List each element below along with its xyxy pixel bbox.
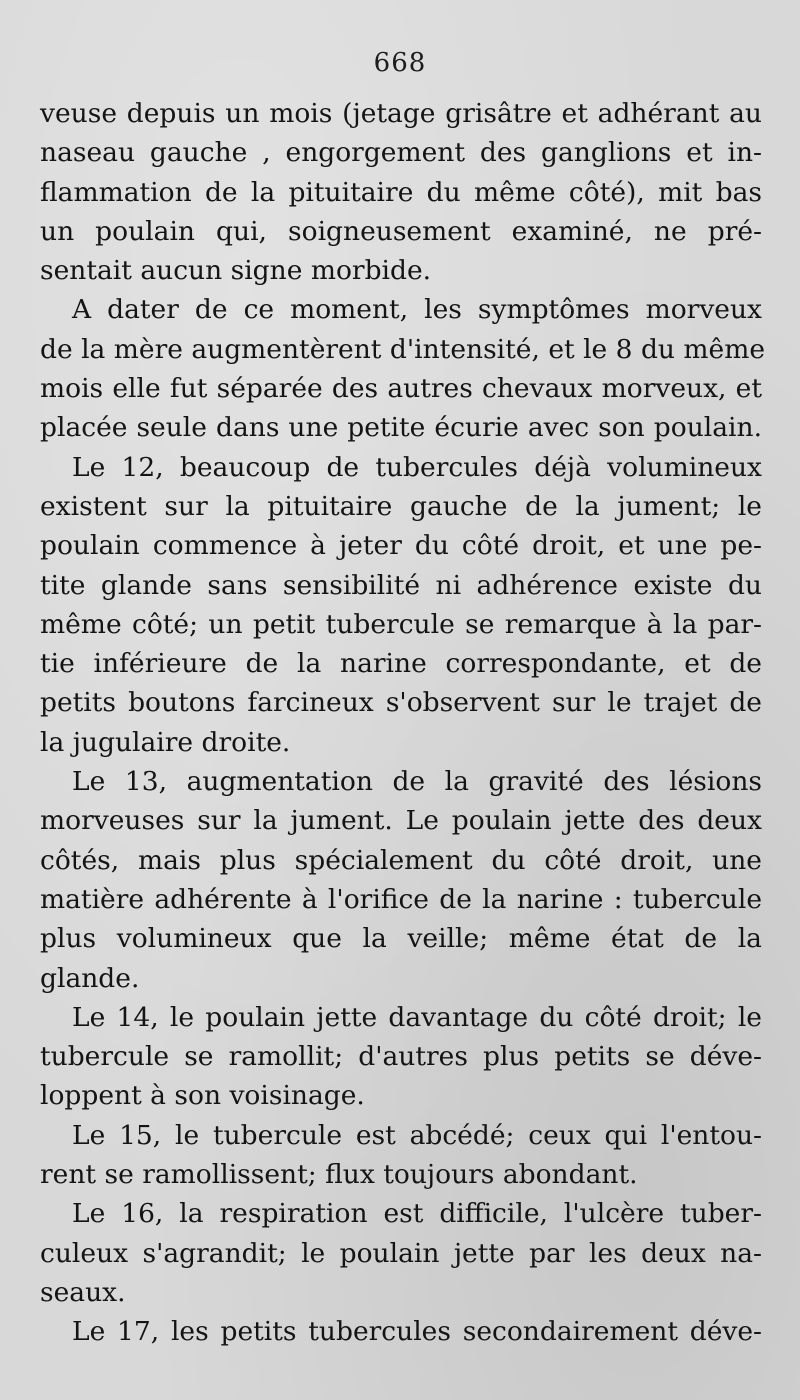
text-line: Le 15, le tubercule est abcédé; ceux qui l'entou- bbox=[72, 1119, 762, 1151]
text-line: loppent à son voisinage. bbox=[40, 1080, 365, 1112]
text-line: existent sur la pituitaire gauche de la jument; le bbox=[40, 490, 762, 522]
text-line: seaux. bbox=[40, 1276, 126, 1308]
text-line: poulain commence à jeter du côté droit, et une pe- bbox=[40, 530, 762, 562]
text-line: culeux s'agrandit; le poulain jette par les deux na- bbox=[40, 1237, 762, 1269]
text-line: côtés, mais plus spécialement du côté droit, une bbox=[40, 844, 762, 876]
text-line: Le 13, augmentation de la gravité des lésions bbox=[72, 766, 762, 798]
text-line: placée seule dans une petite écurie avec son poulain. bbox=[40, 412, 762, 444]
text-line: Le 12, beaucoup de tubercules déjà volumineux bbox=[72, 451, 762, 483]
text-line: tubercule se ramollit; d'autres plus petits se déve- bbox=[40, 1041, 762, 1073]
text-line: même côté; un petit tubercule se remarque à la par- bbox=[40, 608, 762, 640]
text-line: la jugulaire droite. bbox=[40, 726, 291, 758]
text-line: Le 14, le poulain jette davantage du côté droit; le bbox=[72, 1001, 762, 1033]
text-line: Le 17, les petits tubercules secondairement déve- bbox=[72, 1316, 762, 1348]
text-line: matière adhérente à l'orifice de la narine : tubercule bbox=[40, 883, 762, 915]
body-text bbox=[40, 94, 766, 1352]
text-line: mois elle fut séparée des autres chevaux morveux, et bbox=[40, 373, 762, 405]
text-line: de la mère augmentèrent d'intensité, et le 8 du même bbox=[40, 333, 766, 365]
text-line: veuse depuis un mois (jetage grisâtre et adhérant au bbox=[40, 98, 762, 129]
text-line: un poulain qui, soigneusement examiné, ne pré- bbox=[40, 215, 762, 247]
text-line: tie inférieure de la narine correspondante, et de bbox=[40, 648, 762, 680]
text-line: sentait aucun signe morbide. bbox=[40, 255, 432, 287]
text-line: Le 16, la respiration est difficile, l'ulcère tuber- bbox=[72, 1198, 762, 1230]
text-line: tite glande sans sensibilité ni adhérence existe du bbox=[40, 569, 762, 601]
text-line: plus volumineux que la veille; même état de la bbox=[40, 923, 762, 955]
text-line: petits boutons farcineux s'observent sur le trajet de bbox=[40, 687, 762, 719]
text-line: naseau gauche , engorgement des ganglions et in- bbox=[40, 137, 762, 169]
text-line: rent se ramollissent; flux toujours abondant. bbox=[40, 1159, 638, 1191]
page-number: 668 bbox=[373, 48, 427, 78]
text-line: morveuses sur la jument. Le poulain jette des deux bbox=[40, 805, 762, 837]
text-line: glande. bbox=[40, 962, 140, 994]
text-line: flammation de la pituitaire du même côté), mit bas bbox=[40, 176, 762, 208]
text-line: A dater de ce moment, les symptômes morveux bbox=[72, 294, 762, 326]
